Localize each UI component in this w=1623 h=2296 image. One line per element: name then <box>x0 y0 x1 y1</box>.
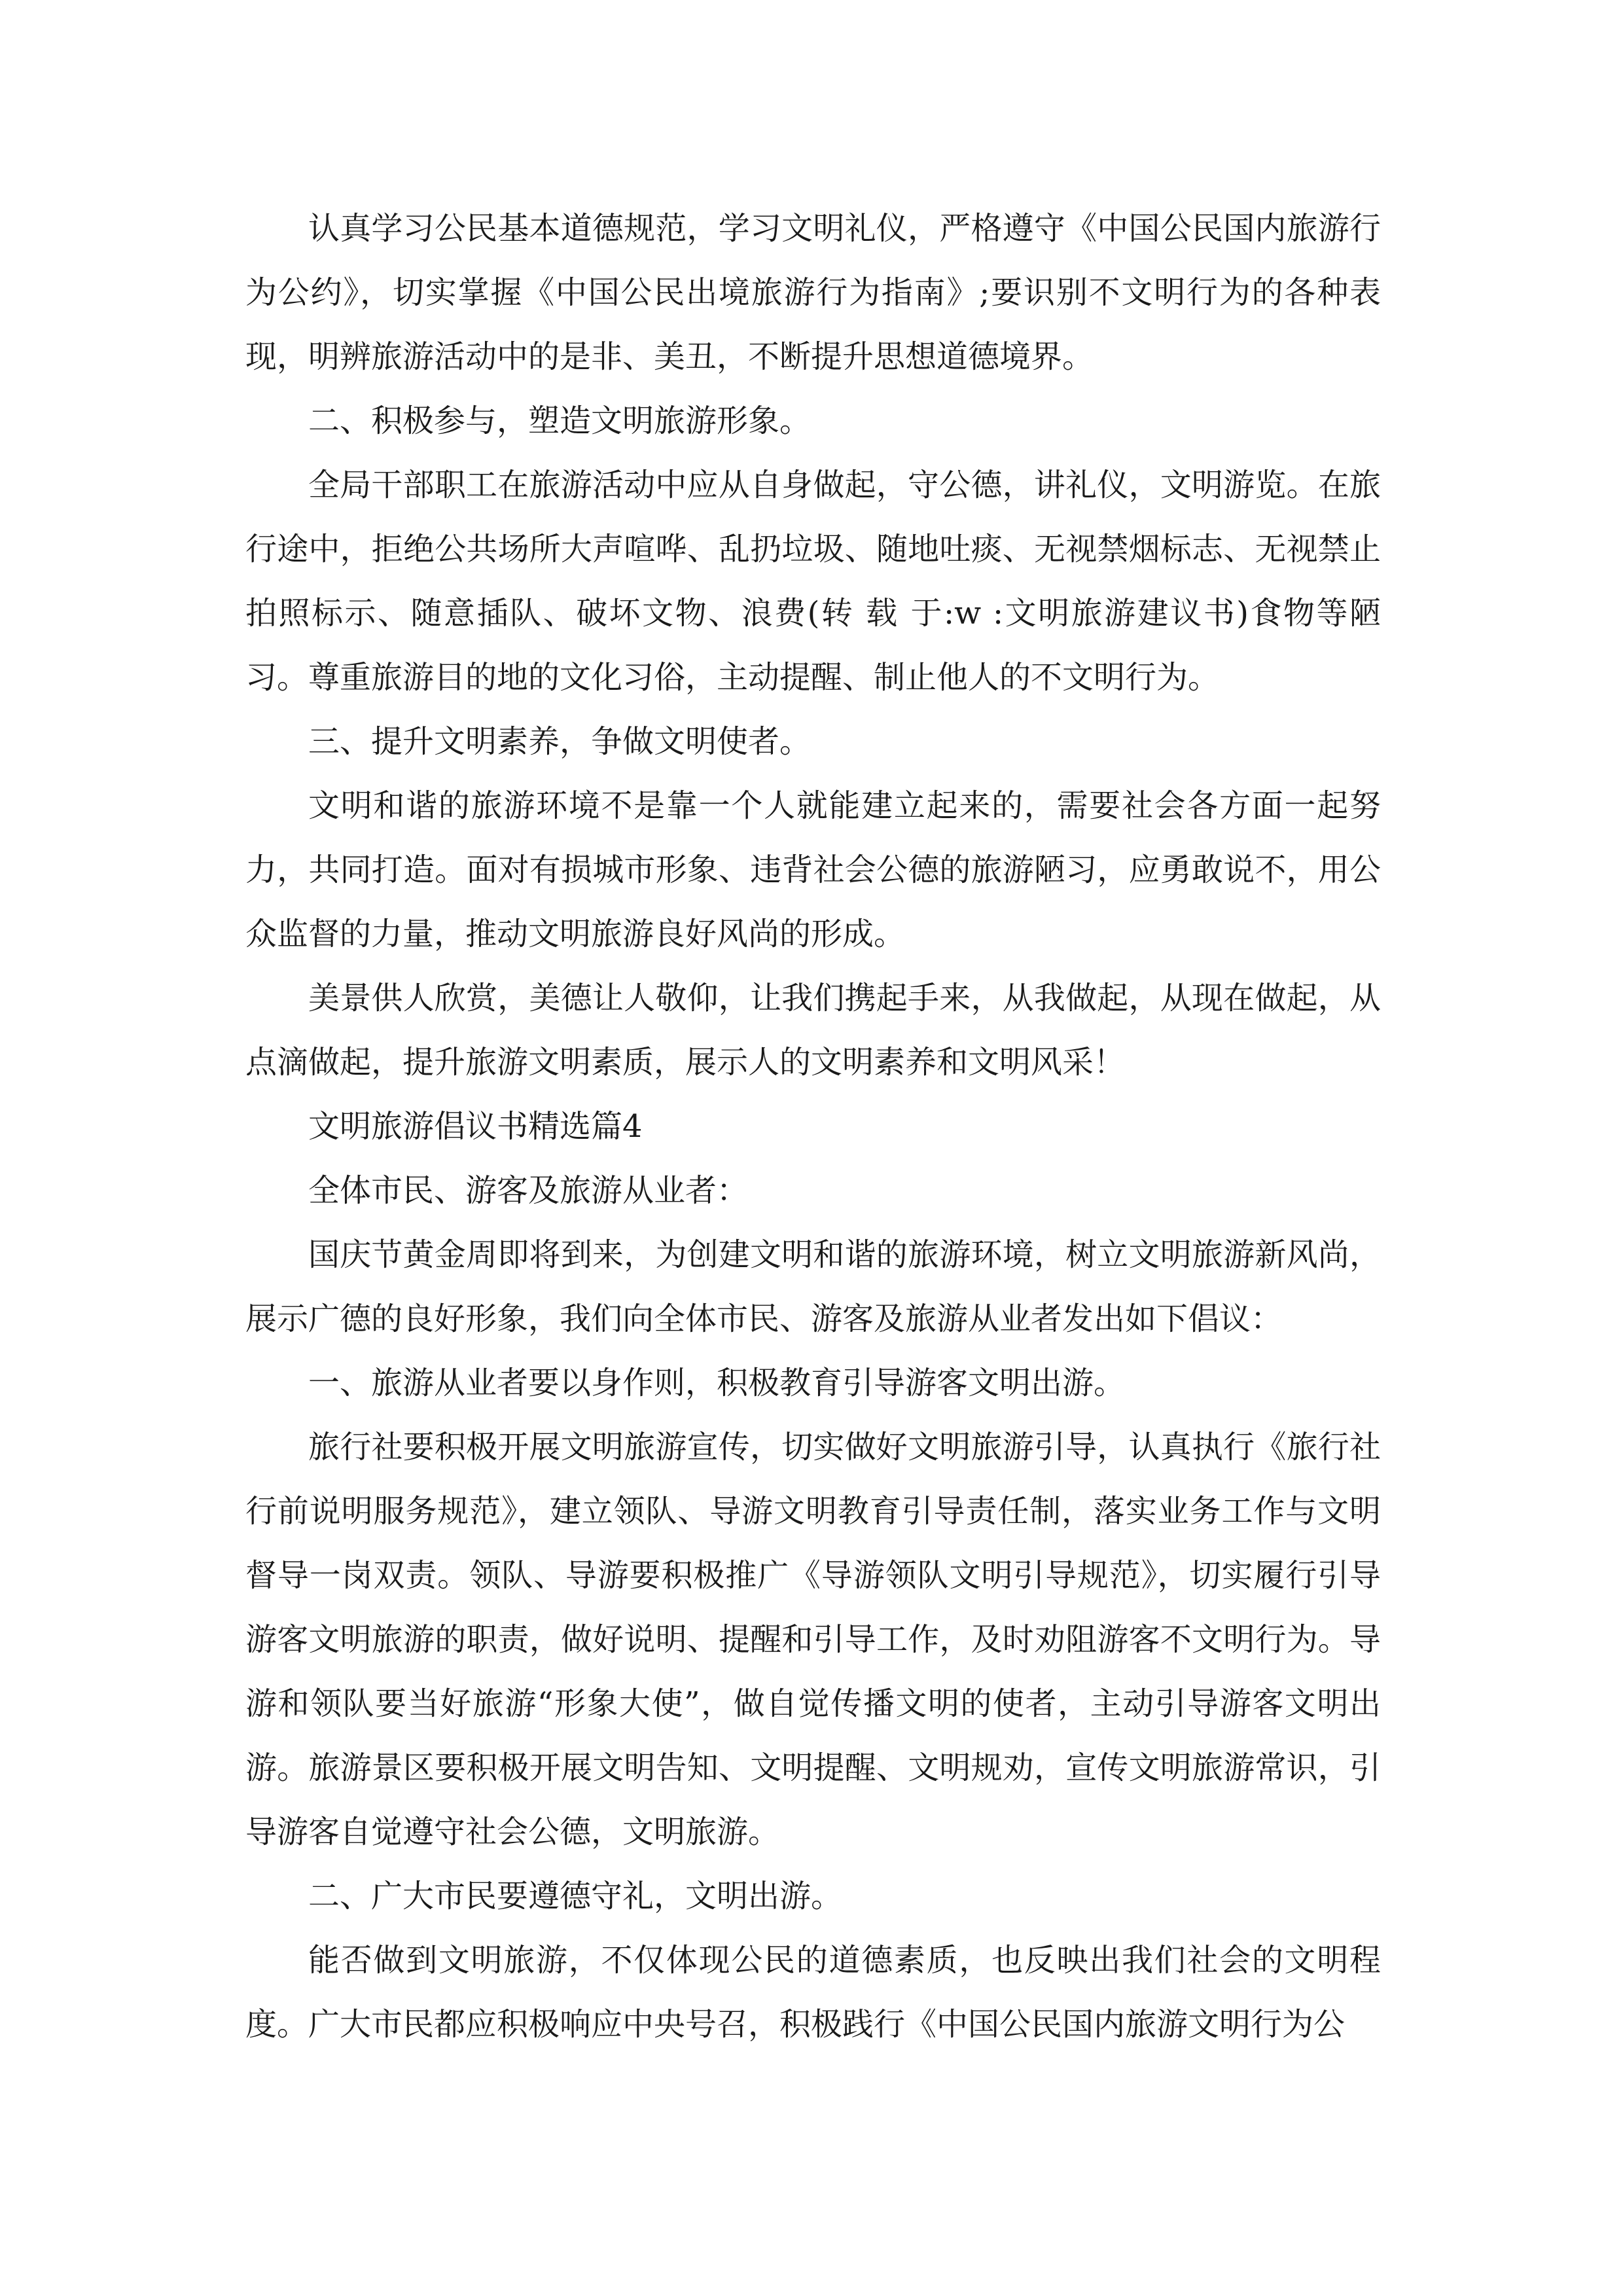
article-title: 文明旅游倡议书精选篇4 <box>308 1108 643 1145</box>
paragraph: 文明和谐的旅游环境不是靠一个人就能建立起来的，需要社会各方面一起努力，共同打造。面对有损城市形象、违背社会公德的旅游陋习，应勇敢说不，用公众监督的力量，推动文明旅游良好风尚的形成。 <box>245 787 1381 952</box>
paragraph: 国庆节黄金周即将到来，为创建文明和谐的旅游环境，树立文明旅游新风尚，展示广德的良好形象，我们向全体市民、游客及旅游从业者发出如下倡议： <box>245 1236 1381 1337</box>
section-heading: 二、广大市民要遵德守礼，文明出游。 <box>308 1878 843 1914</box>
section-heading: 二、积极参与，塑造文明旅游形象。 <box>308 403 812 439</box>
section-heading: 三、提升文明素养，争做文明使者。 <box>308 723 812 760</box>
paragraph: 能否做到文明旅游，不仅体现公民的道德素质，也反映出我们社会的文明程度。广大市民都应积极响应中央号召，积极践行《中国公民国内旅游文明行为公 <box>245 1942 1381 2043</box>
section-heading: 一、旅游从业者要以身作则，积极教育引导游客文明出游。 <box>308 1365 1126 1401</box>
document-body <box>245 196 1381 2056</box>
paragraph: 认真学习公民基本道德规范，学习文明礼仪，严格遵守《中国公民国内旅游行为公约》，切实掌握《中国公民出境旅游行为指南》;要识别不文明行为的各种表现，明辨旅游活动中的是非、美丑，不断提升思想道德境界。 <box>245 210 1381 375</box>
paragraph: 美景供人欣赏，美德让人敬仰，让我们携起手来，从我做起，从现在做起，从点滴做起，提升旅游文明素质，展示人的文明素养和文明风采！ <box>245 980 1381 1081</box>
salutation: 全体市民、游客及旅游从业者： <box>308 1172 749 1209</box>
paragraph: 全局干部职工在旅游活动中应从自身做起，守公德，讲礼仪，文明游览。在旅行途中，拒绝公共场所大声喧哗、乱扔垃圾、随地吐痰、无视禁烟标志、无视禁止拍照标示、随意插队、破坏文物、浪费(转 载 于:w :文明旅游建议书)食物等陋习。尊重旅游目的地的文化习俗，主动提醒、制止他人的不文明行为。 <box>245 467 1381 696</box>
paragraph: 旅行社要积极开展文明旅游宣传，切实做好文明旅游引导，认真执行《旅行社行前说明服务规范》，建立领队、导游文明教育引导责任制，落实业务工作与文明督导一岗双责。领队、导游要积极推广《导游领队文明引导规范》，切实履行引导游客文明旅游的职责，做好说明、提醒和引导工作，及时劝阻游客不文明行为。导游和领队要当好旅游“形象大使”，做自觉传播文明的使者，主动引导游客文明出游。旅游景区要积极开展文明告知、文明提醒、文明规劝，宣传文明旅游常识，引导游客自觉遵守社会公德，文明旅游。 <box>245 1429 1381 1850</box>
